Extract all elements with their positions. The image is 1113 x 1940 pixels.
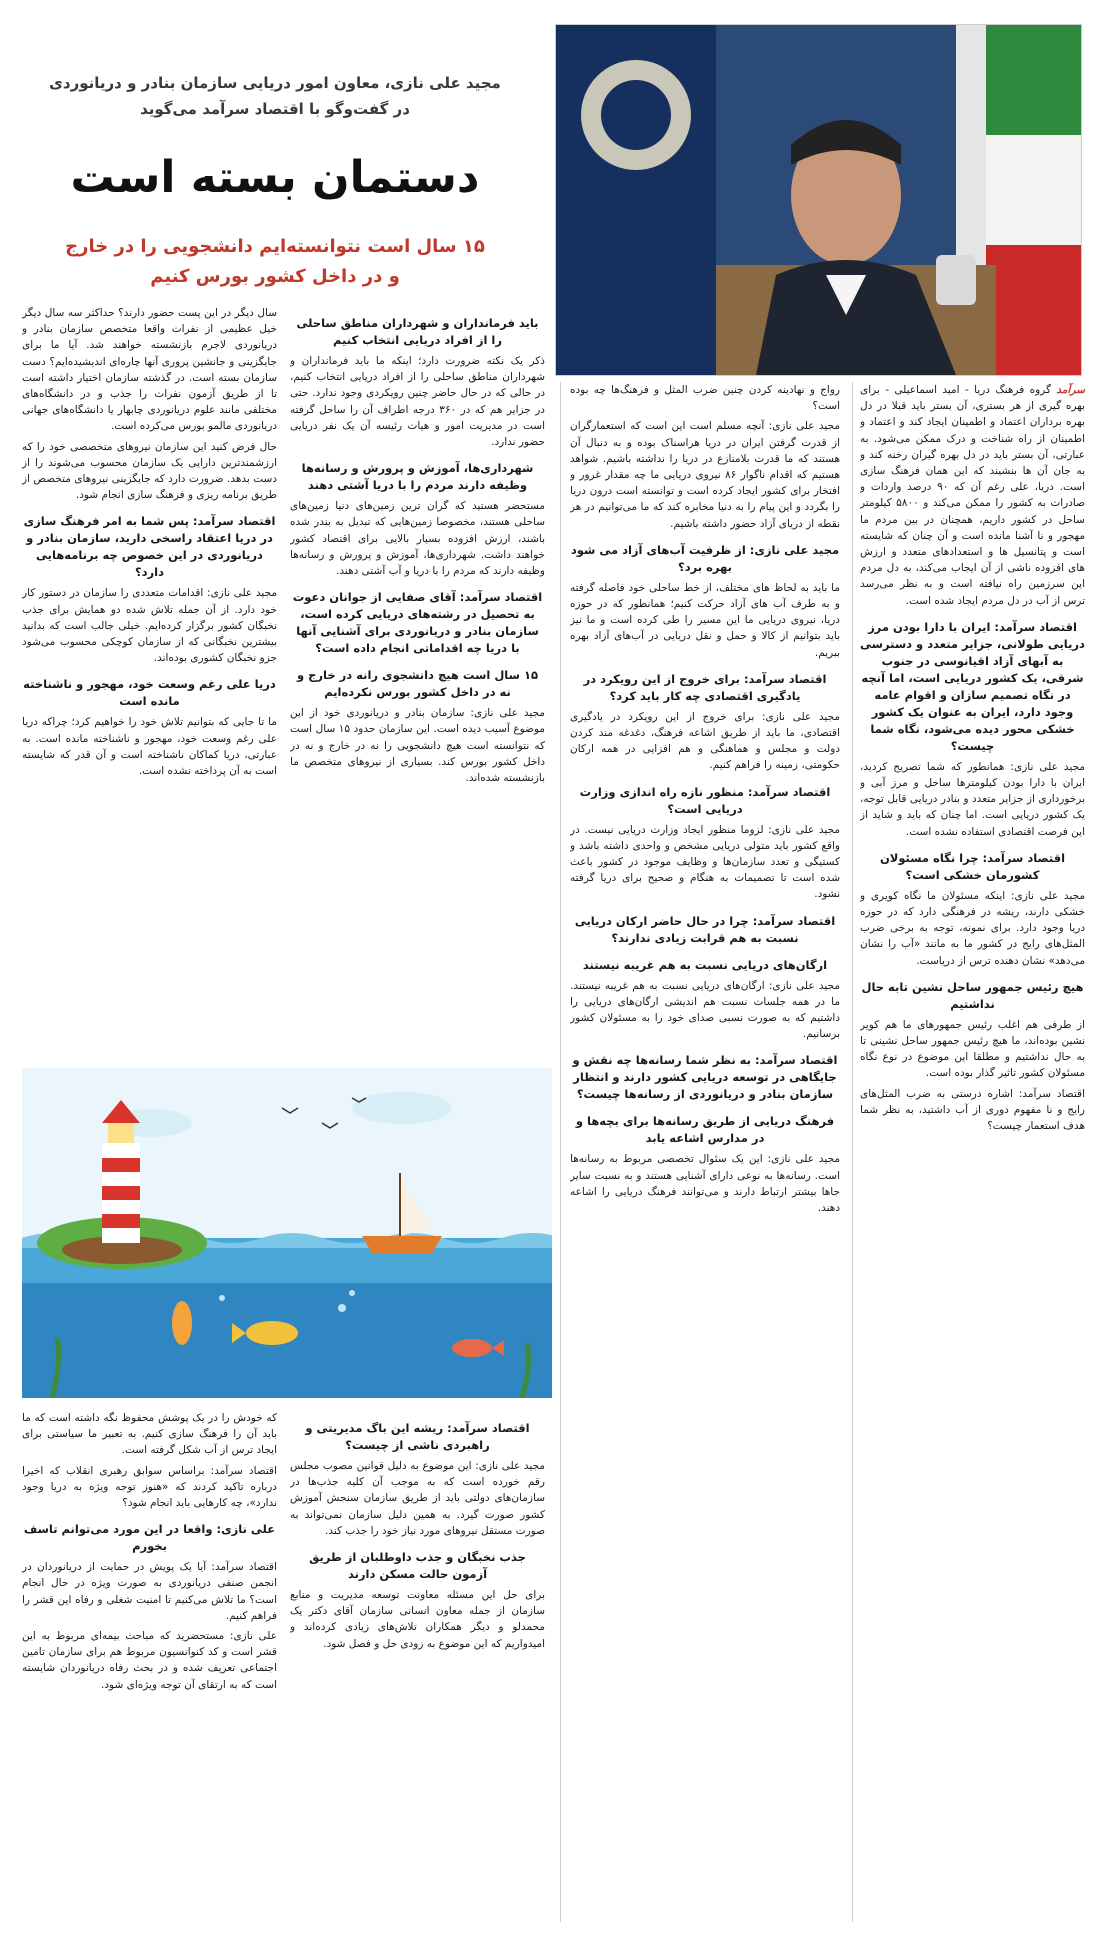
column-a: [290, 305, 545, 1055]
interview-photo: [555, 24, 1082, 376]
col-c-answer-6: مجید علی نازی: این یک سئوال تخصصی مربوط به رسانه‌ها است. رسانه‌ها به نوعی دارای آشنایی هستند و به نسبت سایر جاها بیشتر ارتباط دارند و می‌توانند فرهنگ دریایی را اشاعه دهند.: [570, 1153, 840, 1215]
col-c-subheading-2: فرهنگ دریایی از طریق رسانه‌ها برای بچه‌ها و در مدارس اشاعه یابد: [575, 1114, 835, 1146]
section-heading: اقتصاد سرآمد: چرا نگاه مسئولان کشورمان خشکی است؟: [879, 850, 1066, 882]
section-heading: علی نازی: واقعا در این مورد می‌توانم تاسف بخورم: [23, 1522, 276, 1554]
kicker-line-2: در گفت‌و‌گو با اقتصاد سرآمد می‌گوید: [140, 100, 410, 118]
bottom-a-list: [290, 1420, 545, 1652]
paragraph: مجید علی نازی: این موضوع به دلیل قوانین مصوب مجلس رقم خورده است که به موجب آن کلیه جذب‌ها در سازمان‌های دولتی باید از طریق سازمان سنجش آموزش کشور صورت گیرد. به همین دلیل سازمان نمی‌تواند به صورت مستقل نیروهای مورد نیاز خود را جذب کند.: [290, 1460, 545, 1537]
column-bottom-a: [290, 1410, 545, 1920]
col-c-answer-5: مجید علی نازی: ارگان‌های دریایی نسبت به هم غریبه نیستند. ما در همه جلسات نسبت هم اندیشی ارگان‌های دریایی را داشتیم که به صورت نسبی صدای خود را به مسئولان کشور برسانیم.: [570, 979, 840, 1041]
subtitle-line-1: ۱۵ سال است نتوانسته‌ایم دانشجویی را در خارج: [65, 236, 485, 257]
fish-icon: [452, 1339, 492, 1357]
brand-logo: سرآمد: [1056, 384, 1085, 396]
paragraph: مجید علی نازی: همانطور که شما تصریح کردید، ایران با دارا بودن کیلومترها ساحل و مرز آبی و برخورداری از جزایر متعدد و بنادر دریایی قابل توجه، یک کشور دریایی است. اما چنان که باید و شاید از این فرصت اقتصادی استفاده نشده است.: [860, 760, 1085, 838]
paragraph: برای حل این مسئله معاونت توسعه مدیریت و منابع سازمان از جمله معاون انسانی سازمان آقای دکتر یک محمدلو و دیگر همکاران تلاش‌های زیادی کرده‌اند و امیدواریم که این موضوع به زودی حل و فصل شود.: [290, 1589, 545, 1650]
section-heading: اقتصاد سرآمد: آقای صفایی از جوانان دعوت به تحصیل در رشته‌های دریایی کرده است، سازمان بنادر و دریانوردی برای آشنایی آنها با دریا چه اقداماتی انجام داده است؟: [292, 590, 543, 656]
section-heading: اقتصاد سرآمد: ایران با دارا بودن مرز دریایی طولانی، جزایر متعدد و دسترسی به آبهای آزاد اقیانوسی در جنوب شرقی، یک کشور دریایی است، اما آنچه در نگاه تصمیم سازان و اقوام عامه وجود دارد، ایران به عنوان یک کشور خشکی محور دیده می‌شود، نگاه شما چیست؟: [860, 619, 1085, 753]
col-c-answer-4: مجید علی نازی: لزوما منظور ایجاد وزارت دریایی نیست. در واقع کشور باید متولی دریایی مشخص و واحدی داشته باشد و کستیگی و تعدد سازمان‌ها و وظایف موجود در کشور باعث شده است تا تصمیمات به هنگام و صحیح برای دریا گرفته نشود.: [570, 823, 840, 901]
column-middle-right: [570, 382, 840, 1922]
paragraph: مستحضر هستید که گران ترین زمین‌های دنیا زمین‌های ساحلی هستند، مخصوصا زمین‌هایی که تبدیل به بندر شده باشند، ارزش افزوده بسیار بالایی برای اقتصاد کشور خواهند داشت. شهرداری‌ها، آموزش و پرورش و رسانه‌ها وظیفه دارند که مردم را با دریا و آب آشتی دهند.: [290, 500, 545, 578]
section-heading: جذب نخبگان و جذب داوطلبان از طریق آزمون حالت مسکن دارند: [309, 1550, 526, 1582]
col-c-answer-2: ما باید به لحاظ های مختلف، از خط ساحلی خود فاصله گرفته و به طرف آب های آزاد حرکت کنیم؛ همانطور که در حوزه دریا، نیروی دریایی ما این مسیر را طی کرده است و ما نیز باید بتوانیم از کالا و حمل و نقل دریایی در آب‌های آزاد بهره ببریم.: [570, 581, 840, 659]
paragraph: رواج و نهادینه کردن چنین ضرب المثل و فرهنگ‌ها چه بوده است؟: [570, 384, 840, 413]
paragraph: مجید علی نازی: سازمان بنادر و دریانوردی خود از این موضوع آسیب دیده است. این سازمان حدود ۱۵ سال است که نتوانسته است هیچ دانشجویی را نه در خارج و نه در داخل کشور بورس کند. بسیاری از نیروهای متخصص ما بازنشسته شده‌اند.: [290, 707, 545, 785]
section-heading: دریا علی رغم وسعت خود، مهجور و ناشناخته مانده است: [23, 677, 276, 709]
paragraph: اقتصاد سرآمد: آیا یک پویش در حمایت از دریانوردان در انجمن صنفی دریانوردی به صورت ویژه در حال انجام است؟ ما تلاش می‌کنیم تا امنیت شغلی و رفاه این قشر را فراهم کنیم.: [22, 1561, 277, 1622]
column-bottom-b: [22, 1410, 277, 1920]
photo-scene: [556, 25, 1081, 375]
paragraph: سال دیگر در این پست حضور دارند؟ حداکثر سه سال دیگر خیل عظیمی از نفرات واقعا متخصص سازمان بنادر و دریانوردی لاجرم بازنشسته خواهند شد. آیا ما برای جایگزینی و جانشین پروری آنها چاره‌ای اندیشیده‌ایم؟ دست سازمان بسته است. در گذشته سازمان اختیار داشته است تا از طریق آزمون نفرات را جذب و در دانشگاه‌های مختلفی مانند علوم دریانوردی چابهار یا دانشگاه‌های جهانی دریانوردی مالمو بورس می‌کرده است.: [22, 307, 277, 433]
column-right: [860, 382, 1085, 1922]
section-heading: هیچ رئیس جمهور ساحل نشین تابه حال نداشتیم: [861, 979, 1084, 1011]
col-b-list: [22, 305, 277, 779]
seahorse-icon: [172, 1301, 192, 1345]
fish-icon: [246, 1321, 298, 1345]
col-c-answer-3: مجید علی نازی: برای خروج از این رویکرد در یادگیری اقتصادی، ما باید از طریق اشاعه فرهنگ، دغدغه مند کردن دولت و مجلس و هماهنگی و هم افزایی در همه ارکان حکومتی، زمینه را فراهم کنیم.: [570, 710, 840, 772]
section-heading: باید فرمانداران و شهرداران مناطق ساحلی را از افراد دریایی انتخاب کنیم: [296, 316, 539, 347]
headline-title: دستمان بسته است: [70, 152, 480, 203]
boat-icon: [362, 1236, 442, 1253]
paragraph: اقتصاد سرآمد: براساس سوابق رهبری انقلاب که اخیرا درباره تاکید کردند که «هنوز توجه ویژه به دریا وجود ندارد»، چه کارهایی باید انجام شود؟: [22, 1464, 277, 1510]
col-c-question-2: مجید علی نازی: از ظرفیت آب‌های آزاد می شود بهره برد؟: [570, 542, 840, 574]
paragraph: اقتصاد سرآمد: اشاره درستی به ضرب المثل‌های رایج و نا مفهوم دوری از آب داشتید، به نظر شما هدف استعمار چیست؟: [860, 1087, 1085, 1133]
kicker: [40, 70, 510, 122]
paragraph: ذکر یک نکته ضرورت دارد؛ اینکه ما باید فرمانداران و شهرداران مناطق ساحلی را از افراد دریایی انتخاب کنیم، در حالی که در حال حاضر چنین رویکردی وجود ندارد. حتی در جزایر هم که در ۳۶۰ درجه اطراف آن را ساحل گرفته است در مدیریت امور و هیات رئیسه آن یک نفر دریایی حضور ندارد.: [290, 355, 545, 449]
section-heading: ۱۵ سال است هیچ دانشجوی رانه در خارج و نه در داخل کشور بورس نکرده‌ایم: [296, 668, 538, 700]
ocean-scene: [22, 1068, 552, 1398]
col-c-question-6: اقتصاد سرآمد: به نظر شما رسانه‌ها چه نقش و جایگاهی در توسعه دریایی کشور دارند و انتظار سازمان بنادر و دریانوردی از رسانه‌ها چیست؟: [572, 1053, 838, 1102]
kicker-line-1: مجید علی نازی، معاون امور دریایی سازمان بنادر و دریانوردی: [49, 74, 501, 92]
col-c-list: [570, 382, 840, 532]
ocean-illustration: [22, 1068, 552, 1398]
section-heading: شهرداری‌ها، آموزش و پرورش و رسانه‌ها وظیفه دارند مردم را با دریا آشتی دهند: [301, 461, 534, 493]
paragraph: مجید علی نازی: اقدامات متعددی را سازمان در دستور کار خود دارد. از آن جمله تلاش شده دو همایش برای جذب نخبگان کشور برگزار کرده‌ایم. خیلی جالب است که بدانید بیشترین نخبگانی که از سازمان کوچکی محسوب می‌شود جزو نخبگان کشوری بوده‌اند.: [22, 587, 277, 665]
column-divider: [852, 382, 853, 1922]
col-c-question-4: اقتصاد سرآمد: منظور نازه راه اندازی وزارت دریایی است؟: [579, 784, 831, 816]
section-heading: اقتصاد سرآمد: ریشه این باگ مدیریتی و راهبردی ناشی از چیست؟: [305, 1421, 530, 1452]
paragraph: مجید علی نازی: آنچه مسلم است این است که استعمارگران از قدرت گرفتن ایران در دریا هراسناک بوده و به دنبال آن هستند که ما قدرت بلامنازع در دریا را نداشته باشیم. شواهد هستیم که اقدام ناگوار ۸۶ نیروی دریایی ما چه مقدار غرور و افتخار برای کشور ایجاد کرده است و توانسته است درون دریا را بگردد و این پیام را به دنیا مخابره کند که ما می‌توانیم در هر نقطه از دریای آزاد حضور داشته باشیم.: [570, 420, 840, 530]
headline-subtitle: [40, 232, 510, 292]
paragraph: مجید علی نازی: اینکه مسئولان ما نگاه کویری و خشکی دارند، ریشه در فرهنگی دارد که در حوزه دریا وجود دارد. برای نمونه، توجه به برخی ضرب المثل‌های رایج در کشور ما به مانند «آب را نشان می‌دهد» نشان دهنده ترس از دریاست.: [860, 889, 1085, 967]
paragraph: علی نازی: مستحضرید که مباحث بیمه‌ای مربوط به این قشر است و کد کنوانسیون مربوط هم برای سازمان تامین اجتماعی تعریف شده و در بحث رفاه دریانوردان شایسته است که به ارتقای آن توجه ویژه‌ای شود.: [22, 1630, 277, 1691]
paragraph: که خودش را در یک پوشش محفوظ نگه داشته است که ما باید آن را فرهنگ سازی کنیم. به تعبیر ما سیاستی برای ایجاد ترس از آب شکل گرفته است.: [22, 1412, 277, 1457]
intro-paragraph: سرآمد گروه فرهنگ دریا - امید اسماعیلی - برای بهره گیری از هر بستری، آن بستر باید قبلا در دل بهره برداران اعتماد و اطمینان ایجاد کند و اعتماد و اطمینان از راه شناخت و درک ممکن می‌شود. به عبارتی، آن بستر باید در دل بهره گیران رخنه کند و به جان آن ها بنشیند که این همان فرهنگ سازی است. دریا، علی رغم آن که ۹۰ درصد واردات و صادرات به کشور را ممکن می‌کند و ۵۸۰۰ کیلومتر ساحل در کشور داریم، همچنان در بین مردم ما مهجور و نا آشنا مانده است و آن چنان که شایسته است و پتانسیل ها و استعدادهای متعدد و ارزش های افزوده ناشی از آن ایجاب می‌کند، به دل مردم این سرزمین راه نیافته است و به نظر می‌رسد ترس از آب در دل مردم ایجاد شده است.: [860, 384, 1085, 607]
bottom-b-list: [22, 1410, 277, 1693]
subtitle-line-2: و در داخل کشور بورس کنیم: [150, 266, 400, 287]
col-c-subheading-1: ارگان‌های دریایی نسبت به هم غریبه نیستند: [582, 957, 828, 972]
paragraph: از طرفی هم اغلب رئیس جمهورهای ما هم کویر نشین بوده‌اند، ما هیچ رئیس جمهور ساحل نشینی تا به حال نداشتیم و مطلقا این موضوع در نوع نگاه مسئولان کشور تاثیر گذار بوده است.: [860, 1018, 1085, 1080]
col-d-list: [860, 619, 1085, 1134]
col-c-question-5: اقتصاد سرآمد: چرا در حال حاضر ارکان دریایی نسبت به هم قرابت زیادی ندارند؟: [574, 913, 836, 945]
column-divider: [560, 382, 561, 1922]
paragraph: حال فرض کنید این سازمان نیروهای متخصصی خود را که ارزشمندترین دارایی یک سازمان محسوب می‌شوند را از دست بدهد. ضرورت دارد که جایگزینی نیروهای متخصص از طریق برنامه ریزی و فرهنگ سازی انجام شود.: [22, 440, 277, 502]
col-a-list: [290, 315, 545, 786]
paragraph: ما تا جایی که بتوانیم تلاش خود را خواهیم کرد؛ چراکه دریا علی رغم وسعت خود، مهجور و ناشناخته مانده است. به عبارتی، دریا کماکان ناشناخته است و آن قدر که شایسته است به آن پرداخته نشده است.: [22, 716, 277, 778]
col-c-question-3: اقتصاد سرآمد: برای خروج از این رویکرد در یادگیری اقتصادی چه کار باید کرد؟: [583, 671, 827, 703]
column-b: [22, 305, 277, 1055]
section-heading: اقتصاد سرآمد: پس شما به امر فرهنگ سازی در دریا اعتقاد راسخی دارید، سازمان بنادر و دریانوردی در این خصوص چه برنامه‌هایی دارد؟: [23, 514, 276, 580]
